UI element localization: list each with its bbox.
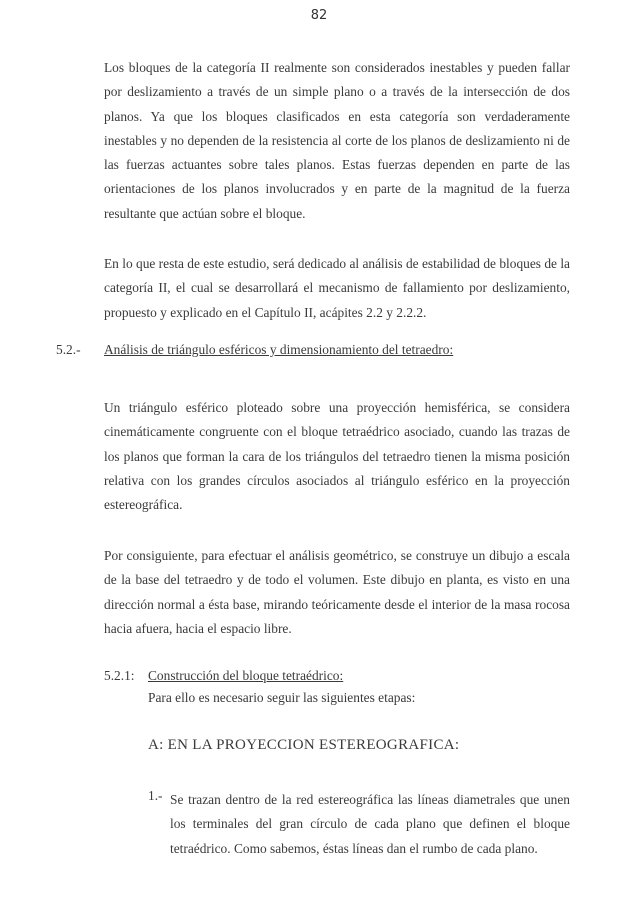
subsection-number: 5.2.1: [104,668,135,683]
paragraph-geometric-analysis: Por consiguiente, para efectuar el análisis geométrico, se construye un dibujo a escala de la base del tetraedro y de todo el volumen. Este dibujo en planta, es visto en una dirección normal a ésta base, mirando teóricamente desde el interior de la masa rocosa hacia afuera, hacia el espacio libre. [104,548,570,636]
step-text: Se trazan dentro de la red estereográfica las líneas diametrales que unen los terminales del gran círculo de cada plano que definen el bloque tetraédrico. Como sabemos, éstas líneas dan el rumbo de cada plano. [170,792,570,856]
subsection-intro: Para ello es necesario seguir las siguientes etapas: [148,690,416,705]
subsection-title: Construcción del bloque tetraédrico: [148,668,344,683]
page-number: 82 [310,8,328,23]
paragraph-category-ii-blocks: Los bloques de la categoría II realmente son considerados inestables y pueden fallar por deslizamiento a través de un simple plano o a través de la intersección de dos planos. Ya que los bloques clasificados en esta categoría son verdaderamente inestables y no dependen de la resistencia al corte de los planos de deslizamiento ni de las fuerzas actuantes sobre tales planos. Estas fuerzas dependen en parte de las orientaciones de los planos involucrados y en parte de la magnitud de la fuerza resultante que actúan sobre el bloque. [104,60,570,221]
paragraph-spherical-triangle: Un triángulo esférico ploteado sobre una proyección hemisférica, se considera cinemáticamente congruente con el bloque tetraédrico asociado, cuando las trazas de los planos que forman la cara de los triángulos del tetraedro tienen la misma posición relativa con los grandes círculos asociados al triángulo esférico en la proyección estereográfica. [104,400,570,513]
step-number: 1.- [148,788,163,803]
section-title: Análisis de triángulo esféricos y dimensionamiento del tetraedro: [104,342,454,357]
paragraph-study-scope: En lo que resta de este estudio, será dedicado al análisis de estabilidad de bloques de la categoría II, el cual se desarrollará el mecanismo de fallamiento por deslizamiento, propuesto y explicado en el Capítulo II, acápites 2.2 y 2.2.2. [104,256,570,320]
section-number: 5.2.- [56,342,81,357]
projection-heading: A: EN LA PROYECCION ESTEREOGRAFICA: [148,737,460,753]
